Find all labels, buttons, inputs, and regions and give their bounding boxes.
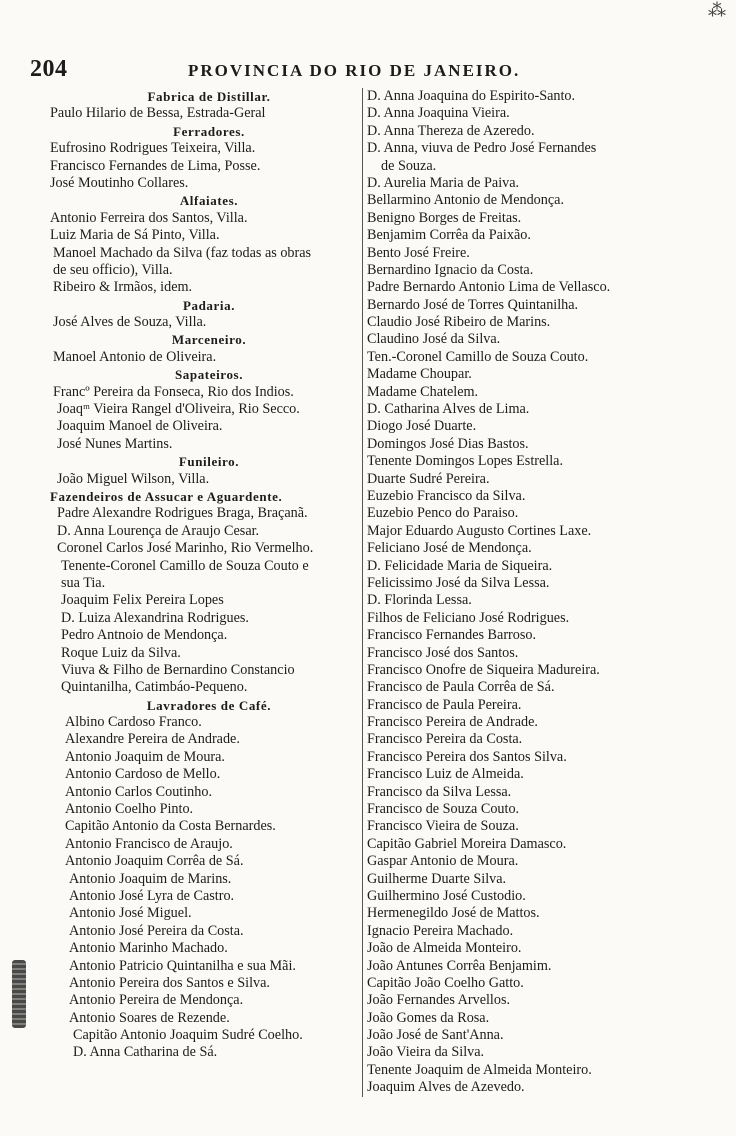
directory-entry: Manoel Machado da Silva (faz todas as obras	[53, 244, 312, 261]
directory-entry: José Moutinho Collares.	[50, 174, 189, 191]
directory-entry: João Antunes Corrêa Benjamim.	[367, 957, 552, 974]
directory-entry: Bernardino Ignacio da Costa.	[367, 261, 534, 278]
directory-entry: João Vieira da Silva.	[367, 1044, 485, 1061]
section-heading: Funileiro.	[178, 454, 240, 470]
directory-entry: D. Anna Thereza de Azeredo.	[367, 122, 535, 139]
section-heading: Sapateiros.	[174, 367, 244, 383]
directory-entry: Euzebio Penco do Paraiso.	[367, 505, 519, 522]
directory-entry: João Miguel Wilson, Villa.	[57, 470, 210, 487]
page-number: 204	[30, 56, 68, 82]
directory-entry: Capitão Antonio Joaquim Sudré Coelho.	[73, 1027, 303, 1044]
directory-entry: Francisco Onofre de Siqueira Madureira.	[367, 661, 600, 678]
directory-entry: D. Felicidade Maria de Siqueira.	[367, 557, 553, 574]
directory-entry: Tenente Domingos Lopes Estrella.	[367, 453, 564, 470]
directory-entry: D. Anna Catharina de Sá.	[73, 1044, 218, 1061]
directory-entry: Antonio Coelho Pinto.	[65, 801, 194, 818]
running-title: PROVINCIA DO RIO DE JANEIRO.	[188, 61, 521, 80]
directory-entry: Antonio Soares de Rezende.	[69, 1009, 230, 1026]
directory-entry: Francisco Pereira de Andrade.	[367, 714, 538, 731]
directory-entry: Antonio Ferreira dos Santos, Villa.	[50, 209, 248, 226]
section-heading: Lavradores de Café.	[146, 697, 272, 713]
directory-entry: D. Florinda Lessa.	[367, 592, 472, 609]
directory-entry: Tenente-Coronel Camillo de Souza Couto e	[61, 557, 309, 574]
directory-entry: D. Anna Joaquina Vieira.	[367, 105, 510, 122]
directory-entry: José Alves de Souza, Villa.	[53, 314, 207, 331]
directory-entry: Francisco José dos Santos.	[367, 644, 519, 661]
directory-entry: D. Anna, viuva de Pedro José Fernandes	[367, 140, 597, 157]
directory-entry: Guilherme Duarte Silva.	[367, 870, 507, 887]
directory-entry: D. Aurelia Maria de Paiva.	[367, 174, 520, 191]
directory-entry: Ignacio Pereira Machado.	[367, 922, 514, 939]
directory-entry: Filhos de Feliciano José Rodrigues.	[367, 609, 570, 626]
directory-entry: João José de Sant'Anna.	[367, 1027, 504, 1044]
directory-entry: Eufrosino Rodrigues Teixeira, Villa.	[50, 140, 256, 157]
directory-entry: João Fernandes Arvellos.	[367, 992, 511, 1009]
section-heading: Alfaiates.	[179, 193, 239, 209]
directory-entry: Francisco de Paula Pereira.	[367, 696, 522, 713]
directory-entry: Benigno Borges de Freitas.	[367, 209, 522, 226]
directory-entry: Hermenegildo José de Mattos.	[367, 905, 540, 922]
directory-entry: Gaspar Antonio de Moura.	[367, 853, 519, 870]
directory-entry: Antonio Joaquim de Moura.	[65, 748, 225, 765]
directory-entry: Major Eduardo Augusto Cortines Laxe.	[367, 522, 592, 539]
directory-entry: Padre Bernardo Antonio Lima de Vellasco.	[367, 279, 611, 296]
directory-entry: Antonio Francisco de Araujo.	[65, 835, 233, 852]
directory-entry: Claudio José Ribeiro de Marins.	[367, 314, 551, 331]
directory-entry: Antonio Cardoso de Mello.	[65, 766, 221, 783]
directory-entry: Antonio Pereira de Mendonça.	[69, 992, 244, 1009]
directory-entry: Francisco Fernandes de Lima, Posse.	[50, 157, 261, 174]
section-heading: Fabrica de Distillar.	[147, 89, 271, 104]
directory-entry: Bento José Freire.	[367, 244, 470, 261]
directory-entry: D. Catharina Alves de Lima.	[367, 401, 530, 418]
section-heading: Padaria.	[182, 297, 236, 313]
directory-entry: Antonio Joaquim de Marins.	[69, 870, 232, 887]
directory-entry: Francisco da Silva Lessa.	[367, 783, 512, 800]
directory-entry: D. Anna Joaquina do Espirito-Santo.	[367, 88, 576, 104]
section-heading: Ferradores.	[173, 123, 245, 139]
directory-entry: Alexandre Pereira de Andrade.	[65, 731, 240, 748]
directory-entry: Albino Cardoso Franco.	[65, 714, 202, 731]
directory-entry: Madame Chatelem.	[367, 383, 479, 400]
directory-entry: Paulo Hilario de Bessa, Estrada-Geral	[50, 105, 266, 122]
directory-entry: Duarte Sudré Pereira.	[367, 470, 490, 487]
directory-entry: Antonio Pereira dos Santos e Silva.	[69, 974, 270, 991]
directory-entry: Francisco Vieira de Souza.	[367, 818, 519, 835]
directory-entry: Antonio José Lyra de Castro.	[69, 887, 235, 904]
directory-entry: Manoel Antonio de Oliveira.	[53, 348, 217, 365]
directory-entry: Capitão João Coelho Gatto.	[367, 974, 524, 991]
directory-entry: Roque Luiz da Silva.	[61, 644, 181, 661]
corner-mark-icon: ⁂	[708, 0, 726, 20]
directory-entry: Antonio Joaquim Corrêa de Sá.	[65, 853, 244, 870]
directory-entry: João Gomes da Rosa.	[367, 1009, 490, 1026]
directory-entry: Diogo José Duarte.	[367, 418, 477, 435]
directory-entry: Antonio Carlos Coutinho.	[65, 783, 213, 800]
directory-entry: Francisco de Souza Couto.	[367, 801, 520, 818]
directory-entry: D. Luiza Alexandrina Rodrigues.	[61, 609, 249, 626]
directory-entry: Viuva & Filho de Bernardino Constancio	[61, 661, 295, 678]
directory-entry: Pedro Antnoio de Mendonça.	[61, 627, 228, 644]
right-column	[362, 88, 685, 1097]
directory-entry: José Nunes Martins.	[57, 435, 173, 452]
directory-entry: Antonio José Miguel.	[69, 905, 192, 922]
directory-entry: Domingos José Dias Bastos.	[367, 435, 529, 452]
directory-entry: Claudino José da Silva.	[367, 331, 501, 348]
section-heading: Fazendeiros de Assucar e Aguardente.	[50, 488, 283, 504]
directory-entry: Joaqᵐ Vieira Rangel d'Oliveira, Rio Secco.	[57, 401, 300, 418]
directory-entry: Ten.-Coronel Camillo de Souza Couto.	[367, 348, 589, 365]
directory-entry: Guilhermino José Custodio.	[367, 887, 526, 904]
directory-entry: Francisco Luiz de Almeida.	[367, 766, 524, 783]
directory-entry: Antonio José Pereira da Costa.	[69, 922, 244, 939]
directory-entry: Francisco Pereira dos Santos Silva.	[367, 748, 567, 765]
directory-entry: João de Almeida Monteiro.	[367, 940, 522, 957]
directory-entry: Feliciano José de Mendonça.	[367, 540, 532, 557]
directory-entry: Francisco Fernandes Barroso.	[367, 627, 537, 644]
binding-mark-icon	[12, 960, 26, 1028]
directory-entry: Joaquim Manoel de Oliveira.	[57, 418, 223, 435]
directory-entry: Felicissimo José da Silva Lessa.	[367, 574, 550, 591]
directory-entry: Padre Alexandre Rodrigues Braga, Braçanã.	[57, 505, 308, 522]
directory-entry: Bellarmino Antonio de Mendonça.	[367, 192, 565, 209]
directory-entry: Ribeiro & Irmãos, idem.	[53, 279, 193, 296]
directory-entry: Bernardo José de Torres Quintanilha.	[367, 296, 579, 313]
directory-entry: Antonio Patricio Quintanilha e sua Mãi.	[69, 957, 296, 974]
directory-entry: Luiz Maria de Sá Pinto, Villa.	[50, 227, 220, 244]
directory-entry: Francisco Pereira da Costa.	[367, 731, 523, 748]
directory-entry: Francisco de Paula Corrêa de Sá.	[367, 679, 555, 696]
directory-entry: Coronel Carlos José Marinho, Rio Vermelho.	[57, 540, 314, 557]
entry-continuation: Quintanilha, Catimbáo-Pequeno.	[61, 679, 248, 696]
directory-entry: Joaquim Alves de Azevedo.	[367, 1079, 525, 1096]
entry-continuation: sua Tia.	[61, 574, 106, 591]
entry-continuation: de seu officio), Villa.	[53, 261, 173, 278]
directory-entry: Antonio Marinho Machado.	[69, 940, 228, 957]
directory-entry: Tenente Joaquim de Almeida Monteiro.	[367, 1061, 592, 1078]
directory-entry: Capitão Antonio da Costa Bernardes.	[65, 818, 276, 835]
directory-entry: Euzebio Francisco da Silva.	[367, 487, 526, 504]
directory-entry: Joaquim Felix Pereira Lopes	[61, 592, 224, 609]
section-heading: Marceneiro.	[171, 332, 247, 348]
directory-entry: Francº Pereira da Fonseca, Rio dos Indios.	[53, 383, 294, 400]
directory-entry: Benjamim Corrêa da Paixão.	[367, 227, 531, 244]
entry-continuation: de Souza.	[381, 157, 437, 174]
directory-entry: Madame Choupar.	[367, 366, 472, 383]
directory-entry: D. Anna Lourença de Araujo Cesar.	[57, 522, 260, 539]
left-column	[50, 88, 368, 1062]
page-header	[30, 56, 560, 86]
directory-entry: Capitão Gabriel Moreira Damasco.	[367, 835, 567, 852]
